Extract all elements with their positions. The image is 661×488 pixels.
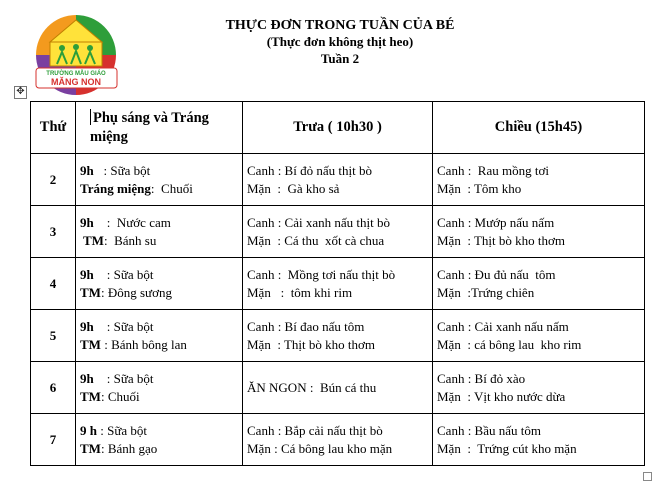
morning-line [80,214,238,232]
day-cell: 7 [31,414,76,466]
morning-item: Sữa bột [107,422,148,438]
morning-label: 9h [80,318,94,334]
morning-label: 9h [80,162,94,178]
afternoon-line: Mặn : Thịt bò kho thơm [437,232,565,248]
morning-label: TM [80,284,101,300]
morning-label: TM [80,388,101,404]
noon-line: Mặn : Cá thu xốt cà chua [247,232,385,248]
afternoon-line: Mặn : Tôm kho [437,180,522,196]
noon-line: Canh : Cải xanh nấu thịt bò [247,214,390,230]
morning-separator: : [93,162,111,178]
day-cell: 6 [31,362,76,414]
logo-school-name: MĂNG NON [51,77,101,87]
morning-line [80,422,238,440]
afternoon-line: Canh : Đu đủ nấu tôm [437,266,556,282]
morning-separator: : [93,266,114,282]
table-move-handle-icon[interactable]: ✥ [14,86,27,99]
noon-line: Mặn : Gà kho sả [247,180,340,196]
page-subtitle: (Thực đơn không thịt heo) [266,34,414,49]
morning-label: 9h [80,370,94,386]
morning-separator: : [93,318,114,334]
afternoon-line: Canh : Bí đỏ xào [437,370,526,386]
morning-separator: : [100,336,112,352]
afternoon-cell [433,206,645,258]
morning-line [80,440,238,458]
text-cursor [90,109,91,125]
afternoon-line: Canh : Mướp nấu nấm [437,214,555,230]
morning-line [80,336,238,354]
morning-label: Tráng miệng [80,180,151,196]
noon-cell [243,414,433,466]
week-label: Tuần 2 [320,51,360,66]
noon-cell [243,206,433,258]
morning-label: TM [80,440,101,456]
morning-item: Chuối [107,388,140,404]
col-header-afternoon: Chiều (15h45) [433,102,645,154]
morning-cell [76,258,243,310]
morning-cell [76,414,243,466]
noon-line: Mặn : tôm khi rim [247,284,353,300]
afternoon-cell [433,362,645,414]
afternoon-line: Canh : Bầu nấu tôm [437,422,541,438]
table-row [31,414,645,466]
col-header-day: Thứ [31,102,76,154]
morning-item: Chuối [161,180,193,196]
school-logo [20,10,133,95]
morning-separator: : [93,370,114,386]
table-row [31,154,645,206]
morning-separator: : [150,180,162,196]
table-row [31,206,645,258]
table-header-row [31,102,645,154]
morning-item: Sữa bột [110,162,151,178]
day-cell: 5 [31,310,76,362]
afternoon-line: Mặn : Vịt kho nước dừa [437,388,566,404]
noon-line: Mặn : Thịt bò kho thơm [247,336,375,352]
noon-line: Canh : Bí đao nấu tôm [247,318,365,334]
morning-label: 9h [80,214,94,230]
afternoon-line: Mặn : Trứng cút kho mặn [437,440,577,456]
morning-line [80,180,238,198]
afternoon-line: Canh : Cải xanh nấu nấm [437,318,569,334]
morning-item: Bánh bông lan [111,336,187,352]
noon-line: Canh : Bắp cải nấu thịt bò [247,422,383,438]
noon-cell [243,362,433,414]
noon-cell [243,258,433,310]
morning-line [80,318,238,336]
morning-separator: : [100,440,108,456]
table-row [31,258,645,310]
morning-line [80,162,238,180]
morning-line [80,266,238,284]
morning-item: Bánh gạo [107,440,158,456]
morning-item: Bánh su [114,232,157,248]
morning-item: Sữa bột [113,318,154,334]
day-cell: 2 [31,154,76,206]
noon-line: Canh : Mồng tơi nấu thịt bò [247,266,396,282]
morning-separator: : [96,422,108,438]
morning-line [80,284,238,302]
morning-cell [76,362,243,414]
morning-separator: : [93,214,117,230]
afternoon-cell [433,414,645,466]
noon-line: Mặn : Cá bông lau kho mặn [247,440,393,456]
morning-separator: : [100,284,108,300]
morning-label: TM [80,232,104,248]
morning-label: TM [80,336,101,352]
morning-cell [76,206,243,258]
table-resize-handle[interactable] [643,472,652,481]
page-title: THỰC ĐƠN TRONG TUẦN CỦA BÉ [225,18,455,33]
morning-item: Đông sương [107,284,172,300]
logo-school-line: TRƯỜNG MẪU GIÁO [46,71,106,77]
weekly-menu-table [30,101,645,466]
afternoon-line: Canh : Rau mồng tơi [437,162,549,178]
day-cell: 3 [31,206,76,258]
table-row [31,362,645,414]
afternoon-line: Mặn : cá bông lau kho rim [437,336,582,352]
morning-line [80,370,238,388]
afternoon-cell [433,258,645,310]
noon-line: Canh : Bí đỏ nấu thịt bò [247,162,372,178]
school-logo-graphic [20,10,133,95]
afternoon-cell [433,154,645,206]
noon-cell [243,154,433,206]
morning-cell [76,310,243,362]
morning-item: Sữa bột [113,370,154,386]
morning-cell [76,154,243,206]
morning-item: Sữa bột [113,266,154,282]
morning-line [80,388,238,406]
morning-item: Nước cam [116,214,171,230]
morning-label: 9 h [80,422,97,438]
noon-line: ĂN NGON : Bún cá thu [247,379,377,395]
col-header-morning: Phụ sáng và Tráng miệng [76,102,243,154]
table-row [31,310,645,362]
morning-separator: : [100,388,108,404]
day-cell: 4 [31,258,76,310]
col-header-noon: Trưa ( 10h30 ) [243,102,433,154]
morning-label: 9h [80,266,94,282]
afternoon-cell [433,310,645,362]
morning-line [80,232,238,250]
morning-separator: : [103,232,115,248]
noon-cell [243,310,433,362]
afternoon-line: Mặn :Trứng chiên [437,284,535,300]
